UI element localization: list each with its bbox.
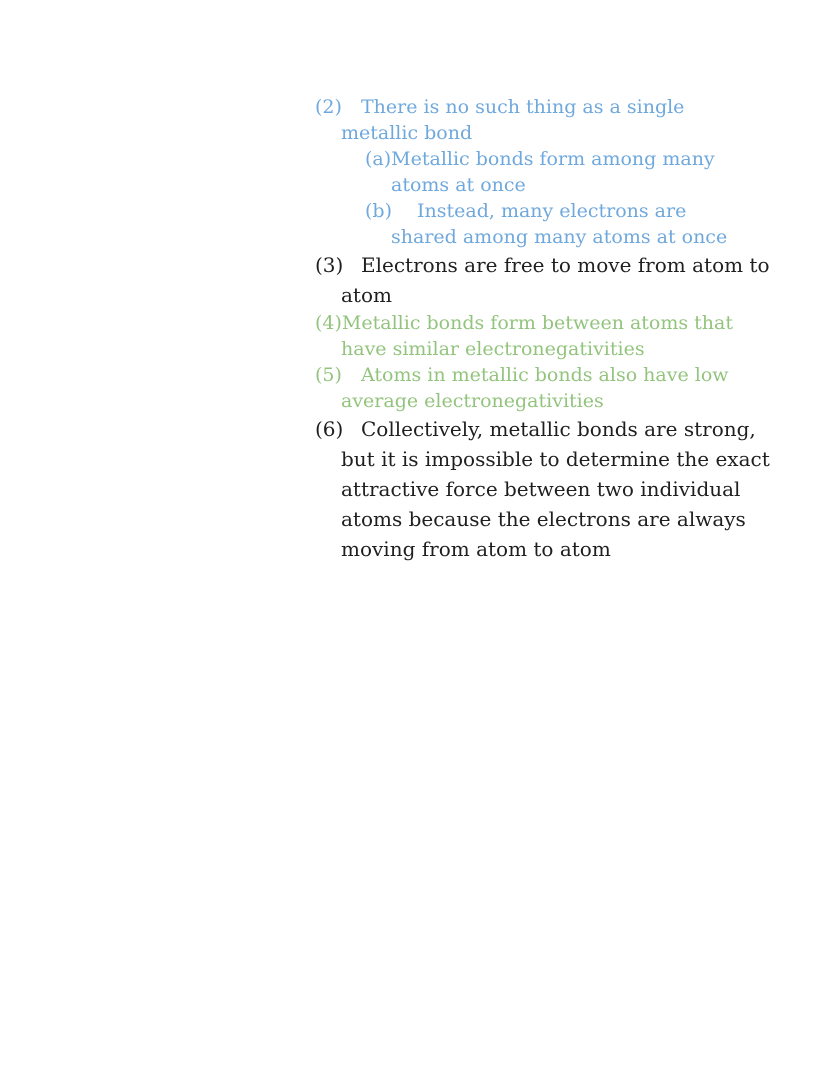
item-text: Metallic bonds form among many bbox=[391, 148, 715, 170]
item-text: Electrons are free to move from atom to bbox=[361, 253, 770, 277]
item-line bbox=[315, 362, 785, 388]
item-text: Atoms in metallic bonds also have low bbox=[361, 364, 729, 386]
item-line: moving from atom to atom bbox=[341, 537, 611, 561]
item-line: atoms because the electrons are always bbox=[341, 507, 746, 531]
item-marker: (b) bbox=[365, 200, 392, 222]
list-item-2b bbox=[365, 198, 785, 250]
item-line: atom bbox=[341, 283, 392, 307]
item-line: average electronegativities bbox=[341, 390, 604, 412]
item-text: Instead, many electrons are bbox=[417, 200, 687, 222]
item-text: Metallic bonds form between atoms that bbox=[341, 312, 734, 334]
document-page bbox=[315, 94, 785, 564]
item-marker: (a) bbox=[365, 148, 392, 170]
item-line: metallic bond bbox=[341, 122, 473, 144]
item-line bbox=[315, 250, 785, 280]
item-marker: (6) bbox=[315, 417, 344, 441]
item-line: attractive force between two individual bbox=[341, 477, 741, 501]
item-line bbox=[315, 94, 785, 120]
list-item-3 bbox=[315, 250, 785, 310]
item-line: but it is impossible to determine the exact bbox=[341, 447, 770, 471]
item-line: have similar electronegativities bbox=[341, 338, 645, 360]
list-item-2a bbox=[365, 146, 785, 198]
item-marker: (5) bbox=[315, 364, 342, 386]
item-marker: (2) bbox=[315, 96, 342, 118]
item-line bbox=[315, 414, 785, 444]
item-text: There is no such thing as a single bbox=[361, 96, 685, 118]
list-item-2 bbox=[315, 94, 785, 146]
list-item-4 bbox=[315, 310, 785, 362]
item-line bbox=[365, 198, 785, 224]
list-item-5 bbox=[315, 362, 785, 414]
item-marker: (3) bbox=[315, 253, 344, 277]
item-line: atoms at once bbox=[391, 174, 526, 196]
item-line bbox=[365, 146, 785, 172]
list-item-6 bbox=[315, 414, 785, 564]
item-marker: (4) bbox=[315, 312, 342, 334]
item-line: shared among many atoms at once bbox=[391, 226, 728, 248]
item-line bbox=[315, 310, 785, 336]
item-text: Collectively, metallic bonds are strong, bbox=[361, 417, 756, 441]
